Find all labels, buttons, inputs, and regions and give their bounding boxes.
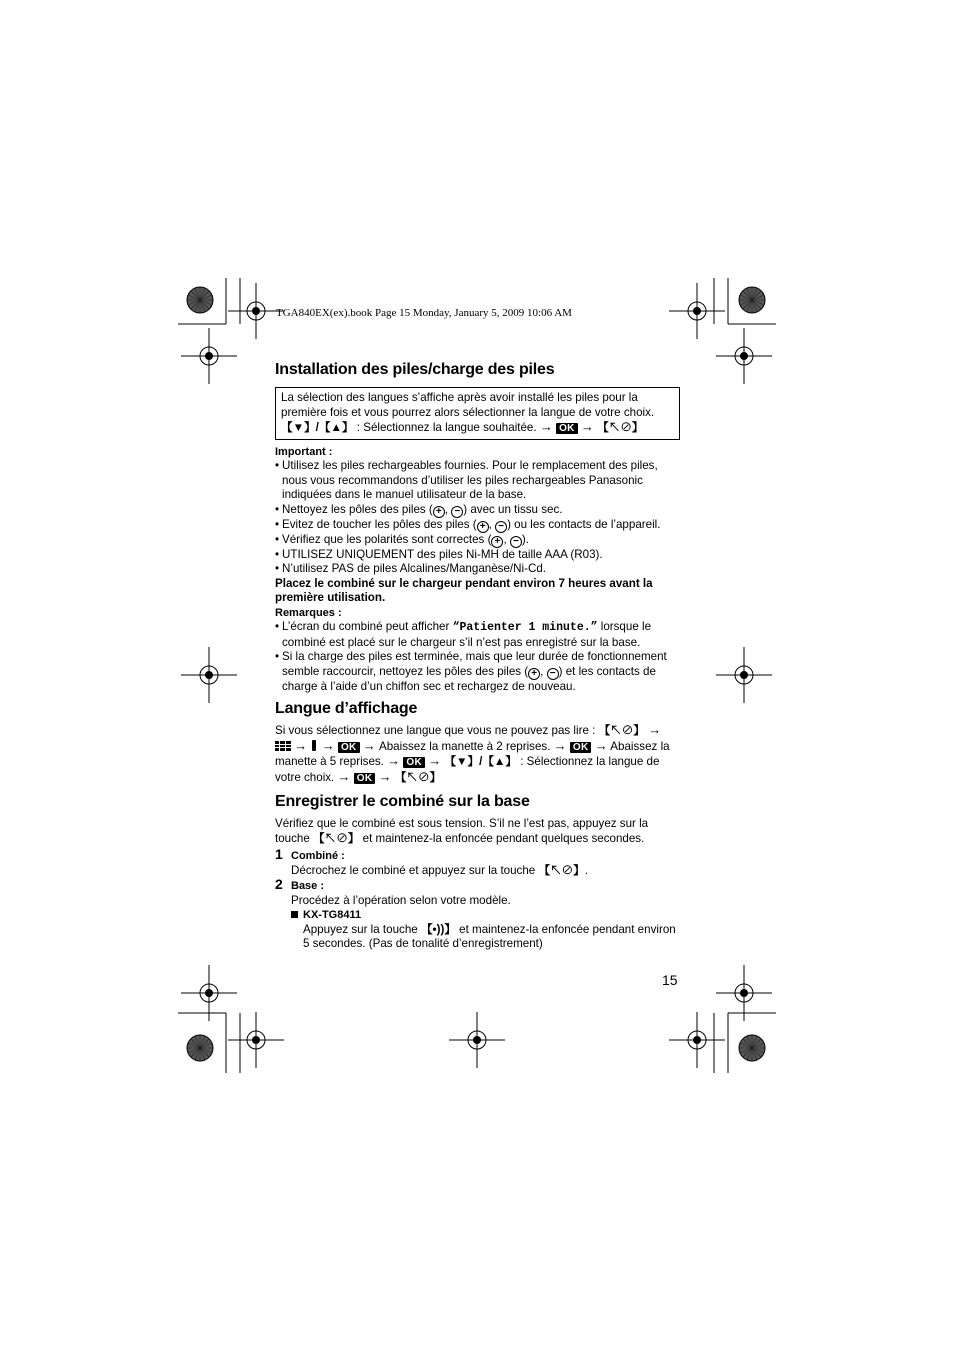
box-line-1: La sélection des langues s’affiche après avoir installé les piles pour la bbox=[281, 391, 638, 404]
plus-pole-icon: + bbox=[491, 536, 503, 548]
arrow-icon: → bbox=[594, 737, 608, 753]
list-item: • Si la charge des piles est terminée, mais que leur durée de fonctionnement semble raccourcir, nettoyez les pôles des piles ( + , − ) et les contacts de charge à l’aide d’un chiffon sec et rechargez de nouveau. bbox=[275, 650, 680, 694]
arrow-icon: → bbox=[553, 737, 567, 753]
list-item: • Nettoyez les pôles des piles ( + , − ) avec un tissu sec. bbox=[275, 503, 680, 518]
locator-key-icon: 【•))】 bbox=[420, 922, 456, 936]
step-text: Procédez à l’opération selon votre modèle. bbox=[291, 893, 511, 907]
plus-pole-icon: + bbox=[433, 506, 445, 518]
charge-note: Placez le combiné sur le chargeur pendant environ 7 heures avant la première utilisation. bbox=[275, 576, 653, 604]
section-title-language: Langue d’affichage bbox=[275, 700, 418, 717]
list-item: • L’écran du combiné peut afficher “Patienter 1 minute.” lorsque le combiné est placé sur le chargeur s’il n’est pas enregistré sur la base. bbox=[275, 620, 680, 650]
page-number: 15 bbox=[662, 972, 678, 988]
section-title-battery: Installation des piles/charge des piles bbox=[275, 361, 555, 378]
step-label: Base : bbox=[291, 880, 325, 892]
section-title-register: Enregistrer le combiné sur la base bbox=[275, 793, 530, 810]
off-key-icon: 【↖⊘】 bbox=[597, 421, 644, 434]
list-item: • Utilisez les piles rechargeables fournies. Pour le remplacement des piles, nous vous recommandons d’utiliser les piles rechargeables Panasonic indiquées dans le manuel utilisateur de la base. bbox=[275, 459, 680, 503]
step-1 bbox=[275, 846, 680, 878]
arrow-icon: → bbox=[378, 768, 392, 784]
step-2 bbox=[275, 876, 680, 952]
off-key-icon: 【↖⊘】 bbox=[394, 770, 442, 784]
language-procedure: Si vous sélectionnez une langue que vous ne pouvez pas lire : 【↖⊘】 → → → OK → Abaissez la manette à 2 reprises. → OK → Abaissez la manette à 5 reprises. → OK → 【▼】/【▲】 : Sélectionnez la langue de votre choix. → OK → 【↖⊘】 bbox=[275, 722, 670, 784]
minus-pole-icon: − bbox=[547, 668, 559, 680]
arrow-icon: → bbox=[387, 753, 401, 768]
ok-key-icon: OK bbox=[403, 757, 425, 768]
remarks-label: Remarques : bbox=[275, 606, 342, 619]
box-line-3: 【▼】/【▲】 : Sélectionnez la langue souhaitée. → OK → 【↖⊘】 bbox=[281, 419, 644, 434]
list-item: • UTILISEZ UNIQUEMENT des piles Ni-MH de taille AAA (R03). bbox=[275, 548, 680, 563]
page-content bbox=[275, 360, 680, 952]
arrow-icon: → bbox=[539, 419, 553, 434]
down-up-keys: 【▼】/【▲】 bbox=[444, 755, 517, 768]
arrow-icon: → bbox=[428, 753, 442, 768]
arrow-icon: → bbox=[580, 419, 594, 434]
step-number: 2 bbox=[275, 876, 283, 892]
minus-pole-icon: − bbox=[451, 506, 463, 518]
off-key-icon: 【↖⊘】 bbox=[313, 831, 360, 845]
minus-pole-icon: − bbox=[510, 536, 522, 548]
down-up-keys: 【▼】/【▲】 bbox=[281, 421, 354, 434]
ok-key-icon: OK bbox=[338, 742, 360, 753]
model-name: KX-TG8411 bbox=[303, 909, 362, 921]
step-label: Combiné : bbox=[291, 850, 345, 862]
step-number: 1 bbox=[275, 846, 283, 862]
off-key-icon: 【↖⊘】 bbox=[538, 863, 585, 877]
display-message: “Patienter 1 minute.” bbox=[452, 621, 598, 634]
off-key-icon: 【↖⊘】 bbox=[598, 724, 645, 737]
arrow-icon: → bbox=[294, 737, 308, 753]
list-item: • Vérifiez que les polarités sont correctes ( + , − ). bbox=[275, 533, 680, 548]
handset-icon bbox=[312, 740, 316, 751]
box-line-2: première fois et vous pourrez alors sélectionner la langue de votre choix. bbox=[281, 405, 655, 419]
language-note-box bbox=[275, 387, 680, 440]
list-item: • Evitez de toucher les pôles des piles ( + , − ) ou les contacts de l’appareil. bbox=[275, 518, 680, 533]
remarks-list bbox=[275, 620, 680, 694]
arrow-icon: → bbox=[337, 768, 351, 784]
arrow-icon: → bbox=[362, 737, 376, 753]
ok-key-icon: OK bbox=[354, 773, 376, 784]
print-header: TGA840EX(ex).book Page 15 Monday, January 5, 2009 10:06 AM bbox=[276, 307, 572, 319]
model-block bbox=[291, 908, 680, 923]
register-intro: Vérifiez que le combiné est sous tension. S’il ne l’est pas, appuyez sur la touche 【↖⊘】 et maintenez-la enfoncée pendant quelques secondes. bbox=[275, 817, 649, 845]
ok-key-icon: OK bbox=[570, 742, 592, 753]
plus-pole-icon: + bbox=[528, 668, 540, 680]
important-label: Important : bbox=[275, 445, 333, 458]
ok-key-icon: OK bbox=[556, 423, 578, 434]
plus-pole-icon: + bbox=[477, 521, 489, 533]
important-list bbox=[275, 459, 680, 577]
square-bullet-icon bbox=[291, 911, 298, 918]
model-instructions: Appuyez sur la touche 【•))】 et maintenez-la enfoncée pendant environ 5 secondes. (Pas de tonalité d’enregistrement) bbox=[303, 922, 676, 950]
arrow-icon: → bbox=[321, 737, 335, 753]
minus-pole-icon: − bbox=[495, 521, 507, 533]
menu-grid-icon bbox=[275, 741, 291, 751]
arrow-icon: → bbox=[648, 722, 662, 737]
step-text: Décrochez le combiné et appuyez sur la touche 【↖⊘】. bbox=[291, 863, 589, 877]
list-item: • N’utilisez PAS de piles Alcalines/Manganèse/Ni-Cd. bbox=[275, 562, 680, 577]
